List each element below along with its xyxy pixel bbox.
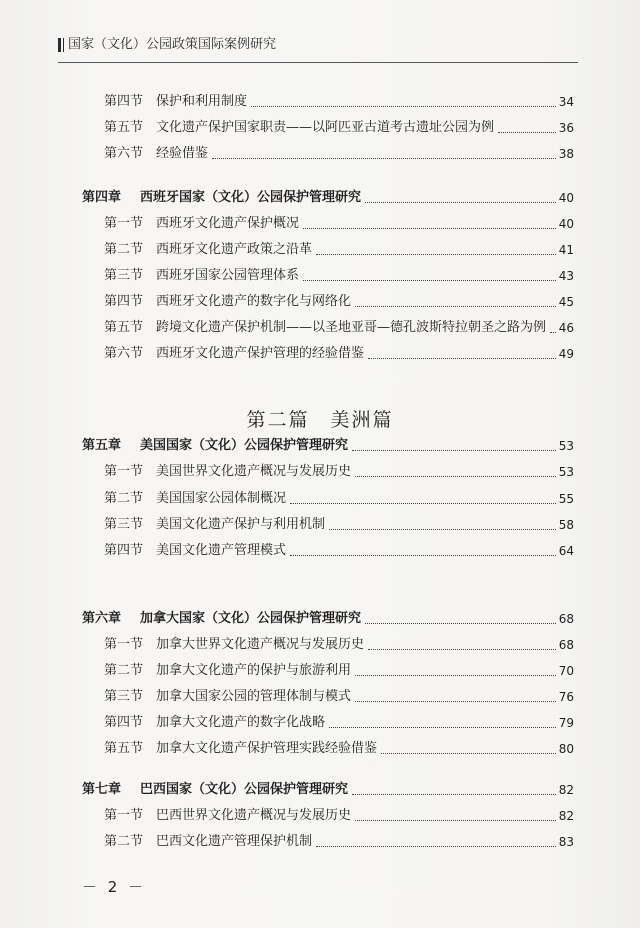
toc-section-entry <box>104 214 574 234</box>
page-ref: 55 <box>558 492 574 506</box>
toc-section-entry <box>104 515 574 535</box>
dot-leader <box>381 733 556 754</box>
section-title: 巴西文化遗产管理保护机制 <box>156 834 313 849</box>
section-title: 加拿大文化遗产的数字化战略 <box>156 715 326 730</box>
dot-leader <box>355 681 556 702</box>
section-number: 第五节 <box>104 320 144 335</box>
section-title: 加拿大世界文化遗产概况与发展历史 <box>156 637 365 652</box>
chapter-number: 第七章 <box>82 782 122 797</box>
section-title: 美国世界文化遗产概况与发展历史 <box>156 464 352 479</box>
chapter-title: 美国国家（文化）公园保护管理研究 <box>140 438 349 453</box>
section-number: 第三节 <box>104 268 144 283</box>
running-header <box>68 34 276 56</box>
section-number: 第三节 <box>104 689 144 704</box>
page-ref: 68 <box>558 612 574 626</box>
dot-leader <box>316 234 556 255</box>
page-number: － 2 － <box>82 878 147 896</box>
section-title: 加拿大文化遗产保护管理实践经验借鉴 <box>156 741 378 756</box>
toc-section-entry <box>104 266 574 286</box>
page-ref: 80 <box>558 742 574 756</box>
page-ref: 43 <box>558 269 574 283</box>
section-number: 第五节 <box>104 120 144 135</box>
toc-chapter-entry <box>82 780 574 800</box>
section-number: 第一节 <box>104 216 144 231</box>
section-title: 跨境文化遗产保护机制——以圣地亚哥—德孔波斯特拉朝圣之路为例 <box>156 320 547 335</box>
dot-leader <box>251 86 556 107</box>
page-ref: 41 <box>558 243 574 257</box>
section-number: 第二节 <box>104 242 144 257</box>
toc-section-entry <box>104 292 574 312</box>
section-title: 西班牙文化遗产保护概况 <box>156 216 300 231</box>
header-bar-mark <box>58 38 61 52</box>
toc-section-entry <box>104 661 574 681</box>
toc-section-entry <box>104 118 574 138</box>
page-ref: 82 <box>558 809 574 823</box>
section-title: 西班牙文化遗产的数字化与网络化 <box>156 294 352 309</box>
section-number: 第五节 <box>104 741 144 756</box>
dot-leader <box>365 182 556 203</box>
section-title: 巴西世界文化遗产概况与发展历史 <box>156 808 352 823</box>
section-number: 第四节 <box>104 294 144 309</box>
dot-leader <box>368 338 556 359</box>
section-number: 第一节 <box>104 464 144 479</box>
toc-section-entry <box>104 541 574 561</box>
page-ref: 40 <box>558 191 574 205</box>
dot-leader <box>365 603 556 624</box>
page-ref: 68 <box>558 638 574 652</box>
page-ref: 36 <box>558 121 574 135</box>
page-ref: 83 <box>558 835 574 849</box>
section-number: 第四节 <box>104 94 144 109</box>
dot-leader <box>352 774 556 795</box>
section-title: 经验借鉴 <box>156 146 209 161</box>
page-ref: 76 <box>558 690 574 704</box>
page-ref: 82 <box>558 783 574 797</box>
toc-section-entry <box>104 144 574 164</box>
toc-section-entry <box>104 806 574 826</box>
toc-section-entry <box>104 92 574 112</box>
section-title: 西班牙文化遗产保护管理的经验借鉴 <box>156 346 365 361</box>
section-number: 第二节 <box>104 491 144 506</box>
toc-chapter-entry <box>82 436 574 456</box>
dot-leader <box>303 260 556 281</box>
section-title: 美国国家公园体制概况 <box>156 491 287 506</box>
dot-leader <box>329 707 556 728</box>
dot-leader <box>290 483 556 504</box>
section-number: 第六节 <box>104 346 144 361</box>
toc-section-entry <box>104 462 574 482</box>
header-bar-mark-thin <box>63 38 64 52</box>
dot-leader <box>316 826 556 847</box>
section-number: 第四节 <box>104 543 144 558</box>
section-title: 加拿大文化遗产的保护与旅游利用 <box>156 663 352 678</box>
toc-section-entry <box>104 687 574 707</box>
chapter-title: 西班牙国家（文化）公园保护管理研究 <box>140 190 362 205</box>
toc-section-entry <box>104 318 574 338</box>
page-ref: 40 <box>558 217 574 231</box>
toc-section-entry <box>104 832 574 852</box>
page-ref: 58 <box>558 518 574 532</box>
page-ref: 64 <box>558 544 574 558</box>
dot-leader <box>355 456 556 477</box>
toc-section-entry <box>104 739 574 759</box>
section-title: 西班牙文化遗产政策之沿革 <box>156 242 313 257</box>
page-ref: 53 <box>558 465 574 479</box>
section-number: 第二节 <box>104 834 144 849</box>
section-title: 美国文化遗产管理模式 <box>156 543 287 558</box>
page-ref: 79 <box>558 716 574 730</box>
page-ref: 34 <box>558 95 574 109</box>
toc-section-entry <box>104 489 574 509</box>
section-title: 美国文化遗产保护与利用机制 <box>156 517 326 532</box>
chapter-number: 第四章 <box>82 190 122 205</box>
toc-chapter-entry <box>82 188 574 208</box>
section-number: 第一节 <box>104 808 144 823</box>
part-title: 第二篇 美洲篇 <box>246 409 394 431</box>
dot-leader <box>550 312 556 333</box>
section-title: 加拿大国家公园的管理体制与模式 <box>156 689 352 704</box>
section-number: 第四节 <box>104 715 144 730</box>
toc-section-entry <box>104 344 574 364</box>
dot-leader <box>355 286 556 307</box>
page-ref: 70 <box>558 664 574 678</box>
chapter-number: 第六章 <box>82 611 122 626</box>
page-ref: 45 <box>558 295 574 309</box>
dot-leader <box>368 629 556 650</box>
chapter-title: 加拿大国家（文化）公园保护管理研究 <box>140 611 362 626</box>
toc-chapter-entry <box>82 609 574 629</box>
dot-leader <box>329 509 556 530</box>
header-rule <box>58 62 578 63</box>
section-number: 第二节 <box>104 663 144 678</box>
dot-leader <box>355 800 556 821</box>
page-ref: 46 <box>558 321 574 335</box>
page-ref: 38 <box>558 147 574 161</box>
dot-leader <box>355 655 556 676</box>
dot-leader <box>290 535 556 556</box>
toc-section-entry <box>104 713 574 733</box>
chapter-title: 巴西国家（文化）公园保护管理研究 <box>140 782 349 797</box>
toc-section-entry <box>104 240 574 260</box>
page-ref: 53 <box>558 439 574 453</box>
dot-leader <box>498 112 556 133</box>
section-title: 西班牙国家公园管理体系 <box>156 268 300 283</box>
dot-leader <box>303 208 556 229</box>
section-title: 保护和利用制度 <box>156 94 248 109</box>
dot-leader <box>212 138 556 159</box>
section-number: 第一节 <box>104 637 144 652</box>
chapter-number: 第五章 <box>82 438 122 453</box>
section-number: 第三节 <box>104 517 144 532</box>
section-number: 第六节 <box>104 146 144 161</box>
page-ref: 49 <box>558 347 574 361</box>
toc-section-entry <box>104 635 574 655</box>
dot-leader <box>352 430 556 451</box>
section-title: 文化遗产保护国家职责——以阿匹亚古道考古遗址公园为例 <box>156 120 495 135</box>
running-title: 国家（文化）公园政策国际案例研究 <box>68 37 277 52</box>
